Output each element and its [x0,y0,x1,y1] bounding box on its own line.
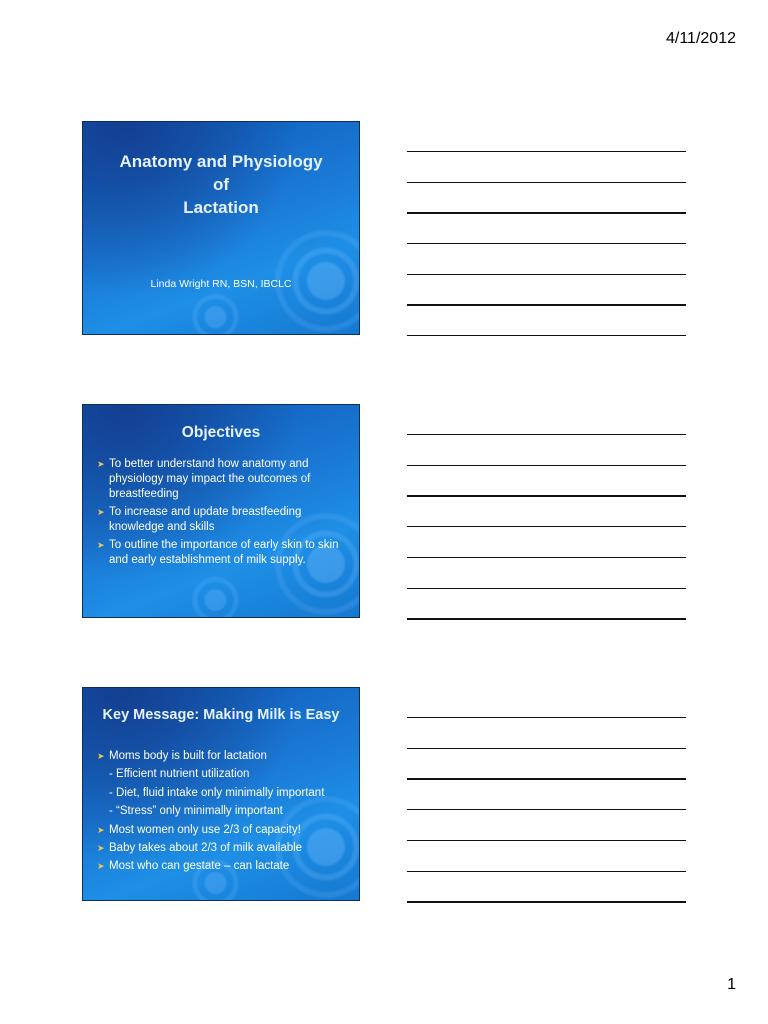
slide-1-title-line: of [212,175,230,194]
note-line [407,274,686,275]
bullet-text: Most who can gestate – can lactate [109,860,290,873]
bullet-text: To better understand how anatomy and physiology may impact the outcomes of breastfeeding [109,458,311,500]
bullet-item [97,538,345,568]
note-line [407,182,686,183]
note-line [407,465,686,466]
note-line [407,901,686,903]
note-line [407,809,686,810]
note-line [407,151,686,152]
bullet-text: Moms body is built for lactation [109,750,267,762]
note-line [407,304,686,306]
bullet-item [97,749,345,764]
bullet-text: To increase and update breastfeeding knowledge and skills [109,506,302,533]
arrow-bullet-icon: ➤ [97,459,105,469]
note-line [407,871,686,872]
note-line [407,748,686,749]
slide-3-bullet-list [97,749,345,878]
arrow-bullet-icon: ➤ [97,842,105,853]
note-line [407,243,686,244]
bullet-text: Most women only use 2/3 of capacity! [109,823,301,836]
slide-2-bullet-list [97,457,345,571]
note-line [407,588,686,589]
arrow-bullet-icon: ➤ [97,861,105,872]
sub-item-text: - Efficient nutrient utilization [109,768,250,781]
note-line [407,495,686,497]
slide-2-thumbnail [82,404,360,618]
bullet-item [97,841,345,856]
sub-item [97,786,345,801]
slide-1-title-line: Anatomy and Physiology [119,152,323,171]
note-line [407,717,686,718]
slide-1-title [83,150,359,219]
bullet-item [97,823,345,838]
sub-item-text: - “Stress” only minimally important [109,805,283,818]
slide-3-title: Key Message: Making Milk is Easy [102,707,340,723]
slide-3-thumbnail [82,687,360,901]
note-line [407,335,686,336]
bullet-item [97,859,345,874]
slide-1-thumbnail [82,121,360,335]
arrow-bullet-icon: ➤ [97,824,105,835]
slide-1-author: Linda Wright RN, BSN, IBCLC [150,278,292,290]
slide-1-title-line: Lactation [183,198,259,217]
note-line [407,212,686,214]
arrow-bullet-icon: ➤ [97,507,105,517]
arrow-bullet-icon: ➤ [97,751,105,761]
note-line [407,557,686,558]
sub-item [97,767,345,782]
bullet-item [97,457,345,502]
slide-2-title: Objectives [181,424,261,441]
note-line [407,778,686,780]
page-number: 1 [727,976,736,993]
handout-date: 4/11/2012 [666,30,736,47]
note-line [407,618,686,620]
sub-item-text: - Diet, fluid intake only minimally important [109,786,325,799]
note-line [407,526,686,527]
arrow-bullet-icon: ➤ [97,540,105,550]
bullet-text: Baby takes about 2/3 of milk available [109,841,303,854]
bullet-text: To outline the importance of early skin to skin and early establishment of milk supply. [109,539,339,566]
bullet-item [97,505,345,535]
note-line [407,840,686,841]
sub-item [97,804,345,819]
note-line [407,434,686,435]
